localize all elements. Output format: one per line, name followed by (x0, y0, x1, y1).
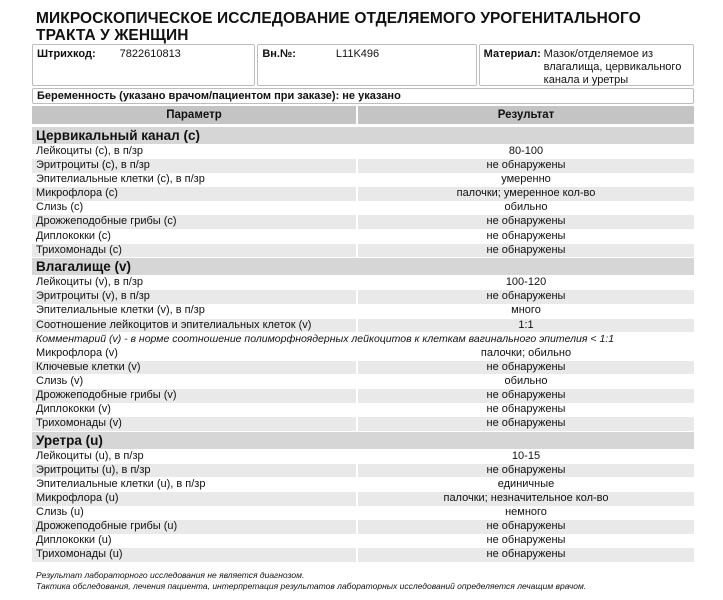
table-row (32, 534, 694, 548)
result-cell: 10-15 (358, 450, 694, 464)
parameter-cell: Диплококки (c) (32, 230, 356, 244)
parameter-cell: Эритроциты (v), в п/зр (32, 290, 356, 304)
pregnancy-status: Беременность (указано врачом/пациентом при заказе): не указано (32, 88, 694, 104)
table-row (32, 548, 694, 562)
result-cell: немного (358, 506, 694, 520)
parameter-cell: Трихомонады (u) (32, 548, 356, 562)
result-cell: не обнаружены (358, 548, 694, 562)
parameter-cell: Лейкоциты (c), в п/зр (32, 145, 356, 159)
table-row (32, 304, 694, 318)
result-cell: не обнаружены (358, 244, 694, 258)
result-column-header: Результат (358, 106, 694, 124)
result-cell: обильно (358, 375, 694, 389)
table-row (32, 492, 694, 506)
parameter-cell: Микрофлора (c) (32, 187, 356, 201)
table-header (32, 106, 694, 124)
result-cell: не обнаружены (358, 464, 694, 478)
section-cervical-title: Цервикальный канал (c) (32, 127, 694, 144)
material-cell (479, 44, 694, 86)
parameter-cell: Эритроциты (c), в п/зр (32, 159, 356, 173)
parameter-cell: Лейкоциты (v), в п/зр (32, 276, 356, 290)
result-cell: не обнаружены (358, 417, 694, 431)
parameter-cell: Трихомонады (c) (32, 244, 356, 258)
table-row (32, 230, 694, 244)
barcode-cell (32, 44, 255, 86)
table-row (32, 187, 694, 201)
parameter-cell: Диплококки (u) (32, 534, 356, 548)
vaginal-comment: Комментарий (v) - в норме соотношение полиморфноядерных лейкоцитов к клеткам вагинального эпителия < 1:1 (32, 333, 694, 347)
result-cell: не обнаружены (358, 215, 694, 229)
result-cell: палочки; обильно (358, 347, 694, 361)
parameter-cell: Дрожжеподобные грибы (u) (32, 520, 356, 534)
result-cell: 80-100 (358, 145, 694, 159)
parameter-cell: Лейкоциты (u), в п/зр (32, 450, 356, 464)
internal-number-value: L11K496 (335, 48, 380, 60)
table-row (32, 389, 694, 403)
results-table (32, 126, 694, 563)
table-row (32, 145, 694, 159)
table-row (32, 520, 694, 534)
result-cell: не обнаружены (358, 159, 694, 173)
parameter-cell: Микрофлора (v) (32, 347, 356, 361)
result-cell: много (358, 304, 694, 318)
table-row (32, 347, 694, 361)
param-column-header: Параметр (32, 106, 356, 124)
barcode-label: Штрихкод: (37, 48, 96, 60)
result-cell: палочки; умеренное кол-во (358, 187, 694, 201)
result-cell: не обнаружены (358, 361, 694, 375)
table-row (32, 403, 694, 417)
table-row (32, 173, 694, 187)
barcode-value: 7822610813 (119, 48, 181, 60)
result-cell: обильно (358, 201, 694, 215)
table-row (32, 464, 694, 478)
cervical-rows (32, 145, 694, 257)
result-cell: палочки; незначительное кол-во (358, 492, 694, 506)
table-row (32, 478, 694, 492)
info-panel (32, 44, 694, 86)
result-cell: не обнаружены (358, 290, 694, 304)
result-cell: не обнаружены (358, 403, 694, 417)
report-footer (36, 570, 586, 591)
table-row (32, 450, 694, 464)
report-title: МИКРОСКОПИЧЕСКОЕ ИССЛЕДОВАНИЕ ОТДЕЛЯЕМОГО УРОГЕНИТАЛЬНОГО ТРАКТА У ЖЕНЩИН (36, 10, 641, 44)
parameter-cell: Микрофлора (u) (32, 492, 356, 506)
internal-number-label: Вн.№: (262, 48, 296, 60)
parameter-cell: Диплококки (v) (32, 403, 356, 417)
result-cell: 100-120 (358, 276, 694, 290)
urethra-rows (32, 450, 694, 562)
result-cell: не обнаружены (358, 520, 694, 534)
parameter-cell: Ключевые клетки (v) (32, 361, 356, 375)
table-row (32, 319, 694, 333)
parameter-cell: Дрожжеподобные грибы (c) (32, 215, 356, 229)
footer-disclaimer-2: Тактика обследования, лечения пациента, интерпретация результатов лабораторных исследований определяется лечащим врачом. (36, 580, 587, 591)
parameter-cell: Дрожжеподобные грибы (v) (32, 389, 356, 403)
parameter-cell: Эпителиальные клетки (u), в п/зр (32, 478, 356, 492)
table-row (32, 201, 694, 215)
section-urethra-title: Уретра (u) (32, 432, 694, 449)
table-row (32, 276, 694, 290)
result-cell: 1:1 (358, 319, 694, 333)
table-row (32, 290, 694, 304)
table-row (32, 506, 694, 520)
result-cell: умеренно (358, 173, 694, 187)
vaginal-rows-a (32, 276, 694, 332)
parameter-cell: Слизь (c) (32, 201, 356, 215)
result-cell: не обнаружены (358, 534, 694, 548)
footer-disclaimer-1: Результат лабораторного исследования не является диагнозом. (36, 570, 305, 580)
internal-number-cell (257, 44, 476, 86)
section-vaginal-title: Влагалище (v) (32, 258, 694, 275)
result-cell: не обнаружены (358, 230, 694, 244)
table-row (32, 417, 694, 431)
result-cell: единичные (358, 478, 694, 492)
parameter-cell: Эпителиальные клетки (v), в п/зр (32, 304, 356, 318)
parameter-cell: Эпителиальные клетки (c), в п/зр (32, 173, 356, 187)
table-row (32, 244, 694, 258)
parameter-cell: Эритроциты (u), в п/зр (32, 464, 356, 478)
table-row (32, 159, 694, 173)
parameter-cell: Слизь (v) (32, 375, 356, 389)
parameter-cell: Соотношение лейкоцитов и эпителиальных клеток (v) (32, 319, 356, 333)
parameter-cell: Трихомонады (v) (32, 417, 356, 431)
vaginal-rows-b (32, 347, 694, 431)
parameter-cell: Слизь (u) (32, 506, 356, 520)
result-cell: не обнаружены (358, 389, 694, 403)
table-row (32, 361, 694, 375)
table-row (32, 215, 694, 229)
material-value: Мазок/отделяемое из влагалища, цервикального канала и уретры (543, 48, 682, 86)
table-row (32, 375, 694, 389)
material-label: Материал: (483, 48, 541, 60)
